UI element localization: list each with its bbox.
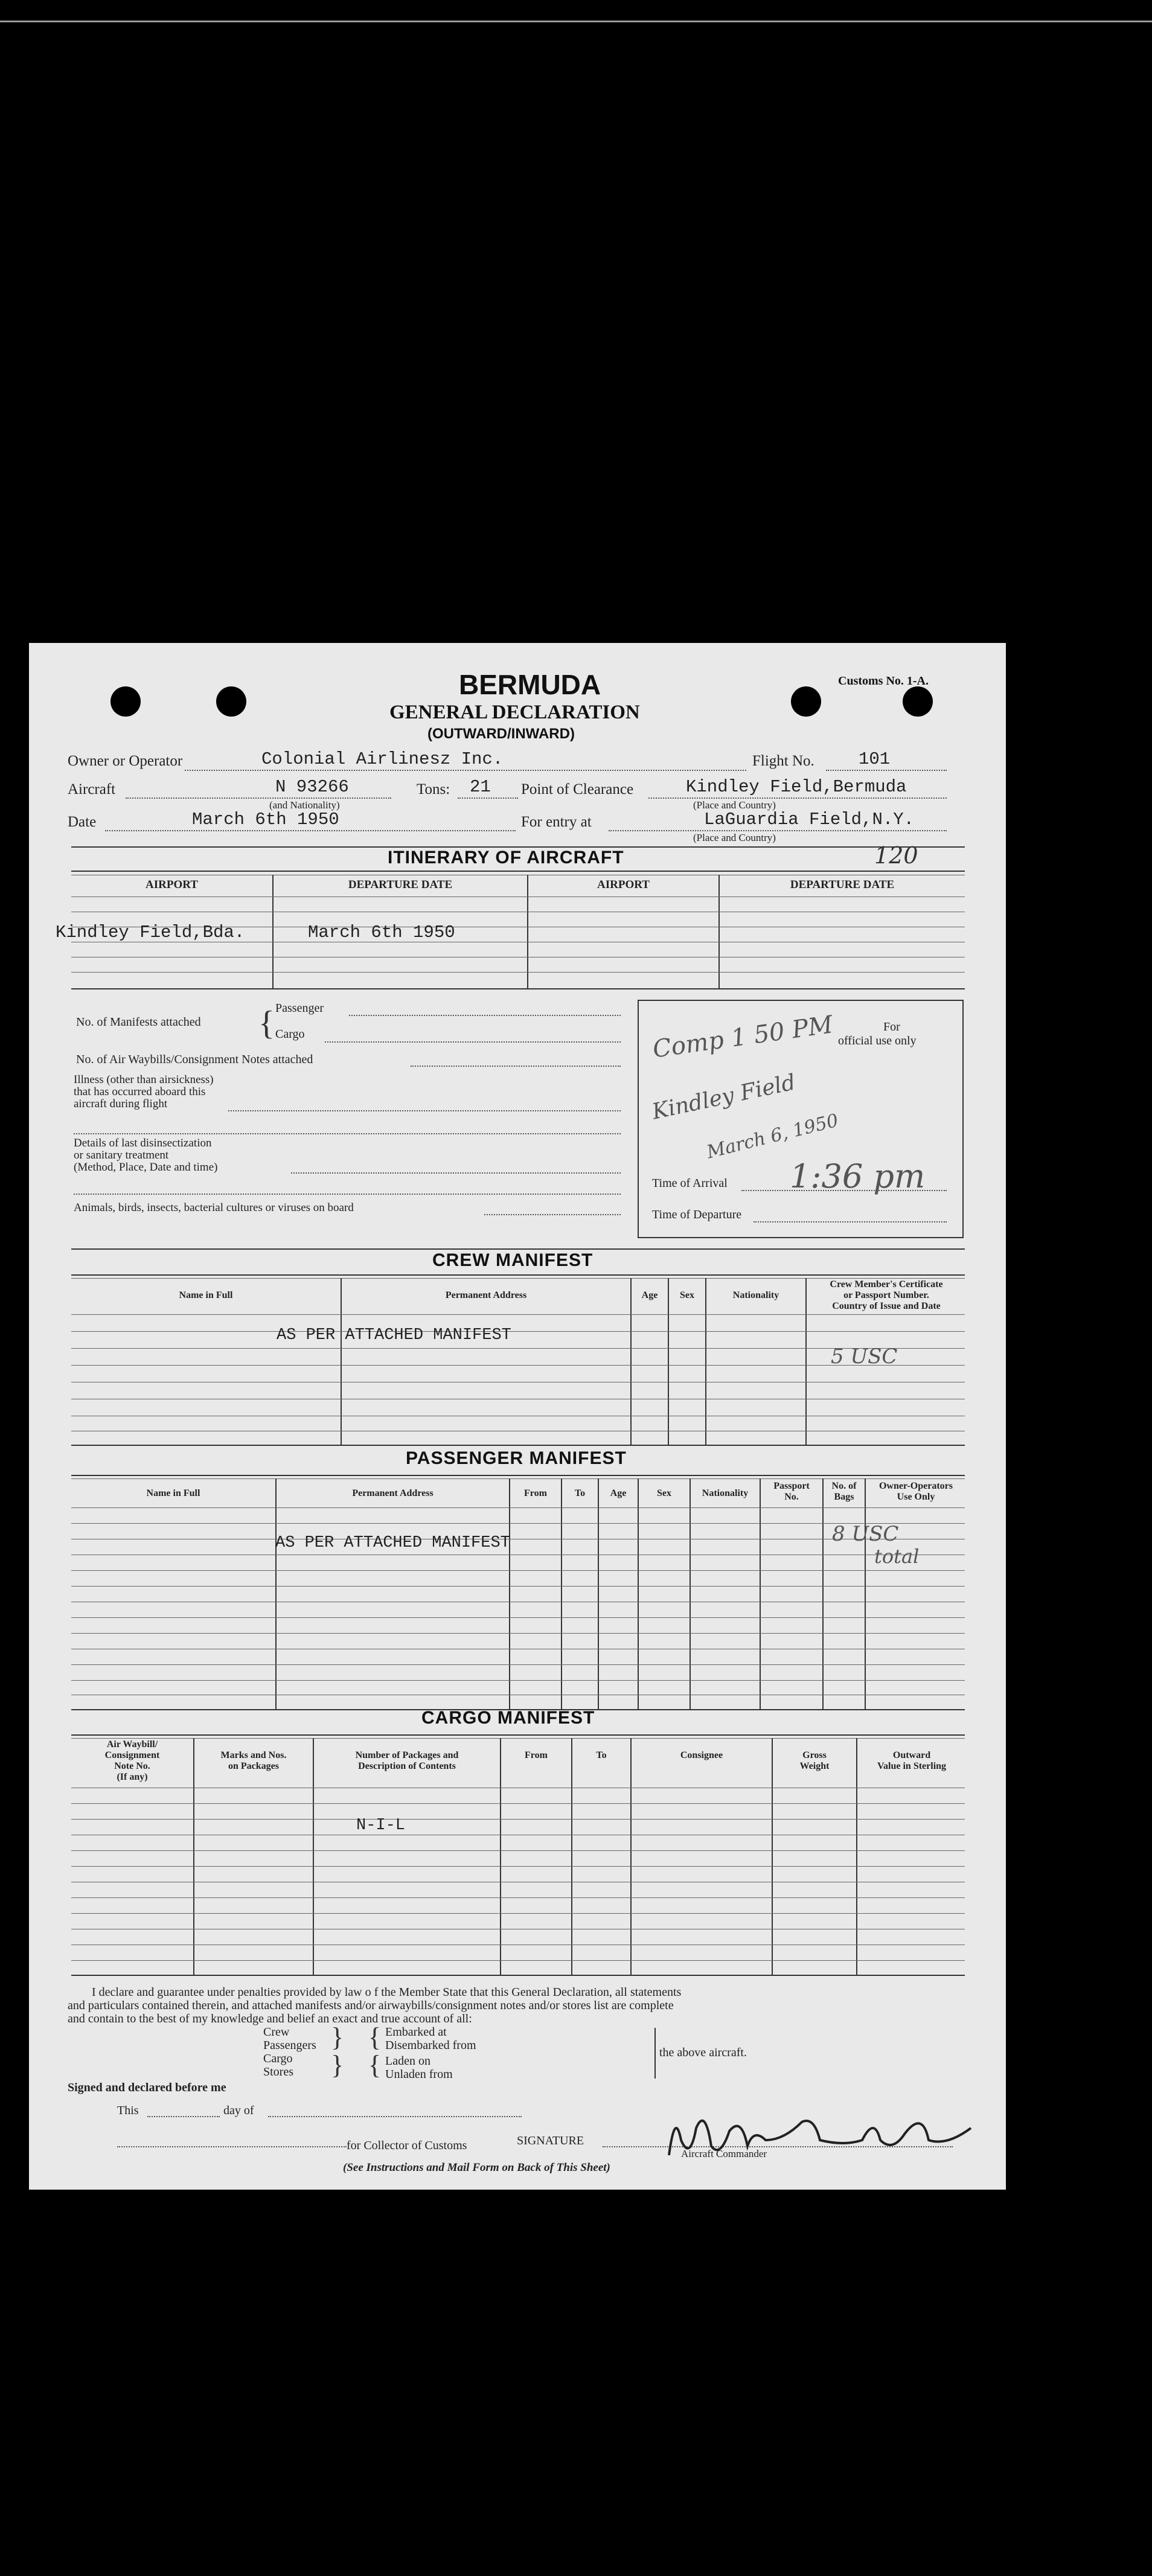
- cargo-col-waybill-3: Note No.: [114, 1761, 150, 1771]
- manifest-cargo: Cargo: [275, 1028, 305, 1041]
- brace: }: [331, 2022, 344, 2052]
- flight-label: Flight No.: [752, 753, 814, 769]
- nationality-note: (and Nationality): [269, 799, 340, 811]
- disinsect-label-2: or sanitary treatment: [74, 1149, 169, 1162]
- cargo-col-packages-2: Description of Contents: [358, 1761, 456, 1771]
- cargo-col-value-1: Outward: [892, 1750, 931, 1760]
- crew-body: AS PER ATTACHED MANIFEST: [277, 1326, 511, 1344]
- departure-label: Time of Departure: [652, 1208, 742, 1221]
- pax-col-age: Age: [610, 1488, 627, 1498]
- cargo-title: CARGO MANIFEST: [421, 1708, 595, 1728]
- tons-label: Tons:: [417, 781, 450, 797]
- decl-crew: Crew: [263, 2025, 290, 2039]
- punch-hole: [216, 686, 246, 717]
- customs-number: Customs No. 1-A.: [838, 674, 929, 688]
- pax-col-sex: Sex: [657, 1488, 671, 1498]
- pax-col-owner-1: Owner-Operators: [878, 1481, 953, 1491]
- crew-col-cert-3: Country of Issue and Date: [832, 1301, 941, 1311]
- itinerary-col-airport-2: AIRPORT: [597, 878, 650, 891]
- crew-col-cert-1: Crew Member's Certificate: [830, 1279, 943, 1290]
- itinerary-row-airport: Kindley Field,Bda.: [56, 922, 245, 942]
- signature-label: SIGNATURE: [517, 2134, 584, 2147]
- crew-col-name: Name in Full: [179, 1290, 233, 1300]
- cargo-col-waybill-1: Air Waybill/: [106, 1739, 158, 1750]
- arrival-label: Time of Arrival: [652, 1177, 728, 1190]
- declaration-line-3: and contain to the best of my knowledge and belief an exact and true account of all:: [68, 2012, 472, 2025]
- entry-value: LaGuardia Field,N.Y.: [704, 810, 915, 829]
- cargo-body: N-I-L: [356, 1817, 406, 1835]
- pax-col-owner-2: Use Only: [897, 1492, 935, 1502]
- crew-col-sex: Sex: [680, 1290, 694, 1300]
- punch-hole: [791, 686, 821, 717]
- decl-embarked: Embarked at: [385, 2025, 447, 2039]
- punch-hole: [110, 686, 141, 717]
- brace: {: [368, 2022, 382, 2052]
- crew-col-cert-2: or Passport Number.: [843, 1290, 929, 1300]
- declaration-line-2: and particulars contained therein, and attached manifests and/or airwaybills/consignment notes and/or stores list are complete: [68, 1999, 674, 2012]
- collector-label: for Collector of Customs: [347, 2139, 467, 2152]
- waybills-label: No. of Air Waybills/Consignment Notes attached: [76, 1053, 313, 1066]
- decl-cargo: Cargo: [263, 2052, 293, 2065]
- official-use-only: official use only: [838, 1034, 917, 1047]
- brace: {: [368, 2050, 382, 2080]
- aircraft-label: Aircraft: [68, 781, 116, 797]
- date-label: Date: [68, 814, 97, 830]
- illness-label-3: aircraft during flight: [74, 1098, 168, 1110]
- decl-disembarked: Disembarked from: [385, 2039, 476, 2052]
- pax-col-passport-2: No.: [784, 1492, 799, 1502]
- crew-col-age: Age: [641, 1290, 658, 1300]
- itinerary-col-airport: AIRPORT: [146, 878, 198, 891]
- top-rule: [0, 21, 1152, 22]
- disinsect-label-1: Details of last disinsectization: [74, 1137, 212, 1149]
- official-hand-date: March 6, 1950: [705, 1110, 841, 1163]
- cargo-col-consignee: Consignee: [680, 1750, 723, 1760]
- crew-col-nationality: Nationality: [732, 1290, 779, 1300]
- itinerary-col-departure-2: DEPARTURE DATE: [790, 878, 895, 891]
- crew-title: CREW MANIFEST: [432, 1250, 594, 1270]
- declaration-line-1: I declare and guarantee under penalties provided by law o f the Member State that this General Declaration, all statements: [92, 1986, 682, 1999]
- form-title: BERMUDA: [459, 669, 601, 700]
- itinerary-col-departure: DEPARTURE DATE: [348, 878, 453, 891]
- this-label: This: [117, 2104, 139, 2117]
- pax-col-nationality: Nationality: [702, 1488, 749, 1498]
- itinerary-handwritten-number: 120: [874, 842, 918, 869]
- illness-label-2: that has occurred aboard this: [74, 1085, 206, 1098]
- pax-col-from: From: [524, 1488, 547, 1498]
- commander-signature: [663, 2104, 977, 2173]
- decl-stores: Stores: [263, 2065, 293, 2079]
- passenger-body: AS PER ATTACHED MANIFEST: [275, 1534, 510, 1552]
- cargo-col-waybill-2: Consignment: [104, 1750, 160, 1760]
- crew-hand: 5 USC: [831, 1344, 898, 1369]
- owner-value: Colonial Airlinesz Inc.: [261, 749, 504, 769]
- aircraft-value: N 93266: [275, 777, 349, 797]
- official-for: For: [883, 1020, 900, 1034]
- official-hand-middle: Kindley Field: [650, 1070, 798, 1125]
- itinerary-title: ITINERARY OF AIRCRAFT: [388, 848, 624, 868]
- decl-laden: Laden on: [385, 2054, 430, 2068]
- entry-place-note: (Place and Country): [693, 832, 776, 843]
- itinerary-row-date: March 6th 1950: [308, 922, 455, 942]
- cargo-col-from: From: [525, 1750, 548, 1760]
- pax-col-passport-1: Passport: [773, 1481, 810, 1491]
- signed-declared: Signed and declared before me: [68, 2081, 226, 2094]
- clearance-value: Kindley Field,Bermuda: [686, 777, 907, 797]
- pax-col-name: Name in Full: [146, 1488, 200, 1498]
- crew-col-address: Permanent Address: [445, 1290, 527, 1300]
- decl-above-aircraft: the above aircraft.: [659, 2046, 747, 2059]
- manifests-label: No. of Manifests attached: [76, 1015, 201, 1029]
- decl-unladen: Unladen from: [385, 2068, 453, 2081]
- form-direction: (OUTWARD/INWARD): [427, 726, 575, 742]
- brace: {: [258, 1005, 275, 1042]
- pax-col-bags-1: No. of: [831, 1481, 857, 1491]
- disinsect-label-3: (Method, Place, Date and time): [74, 1161, 218, 1174]
- passenger-title: PASSENGER MANIFEST: [406, 1448, 627, 1468]
- cargo-col-to: To: [596, 1750, 607, 1760]
- passenger-hand-2: total: [874, 1545, 920, 1568]
- official-hand-comp: Comp 1 50 PM: [651, 1011, 835, 1064]
- flight-value: 101: [859, 749, 891, 769]
- general-declaration-form: [29, 643, 1006, 2190]
- pax-col-address: Permanent Address: [352, 1488, 434, 1498]
- cargo-col-packages-1: Number of Packages and: [355, 1750, 459, 1760]
- entry-label: For entry at: [521, 814, 592, 830]
- tons-value: 21: [470, 777, 491, 797]
- animals-label: Animals, birds, insects, bacterial cultures or viruses on board: [74, 1201, 354, 1214]
- cargo-col-marks-2: on Packages: [228, 1761, 279, 1771]
- arrival-hand: 1:36 pm: [790, 1157, 926, 1195]
- cargo-col-marks-1: Marks and Nos.: [220, 1750, 287, 1760]
- pax-col-to: To: [574, 1488, 586, 1498]
- owner-label: Owner or Operator: [68, 753, 183, 769]
- cargo-col-gross-1: Gross: [802, 1750, 827, 1760]
- pax-col-bags-2: Bags: [834, 1492, 854, 1502]
- brace: }: [331, 2050, 344, 2080]
- decl-passengers: Passengers: [263, 2039, 316, 2052]
- day-of-label: day of: [223, 2104, 254, 2117]
- cargo-col-value-2: Value in Sterling: [877, 1761, 947, 1771]
- cargo-col-waybill-4: (If any): [117, 1772, 148, 1782]
- passenger-hand-1: 8 USC: [832, 1522, 899, 1546]
- instructions-note: (See Instructions and Mail Form on Back of This Sheet): [343, 2161, 610, 2174]
- clearance-place-note: (Place and Country): [693, 799, 776, 811]
- form-subtitle: GENERAL DECLARATION: [389, 702, 640, 723]
- clearance-label: Point of Clearance: [521, 781, 634, 797]
- manifest-passenger: Passenger: [275, 1002, 324, 1015]
- cargo-col-gross-2: Weight: [799, 1761, 830, 1771]
- illness-label-1: Illness (other than airsickness): [74, 1073, 214, 1086]
- commander-label: Aircraft Commander: [681, 2148, 767, 2159]
- punch-hole: [903, 686, 933, 717]
- date-value: March 6th 1950: [192, 810, 339, 829]
